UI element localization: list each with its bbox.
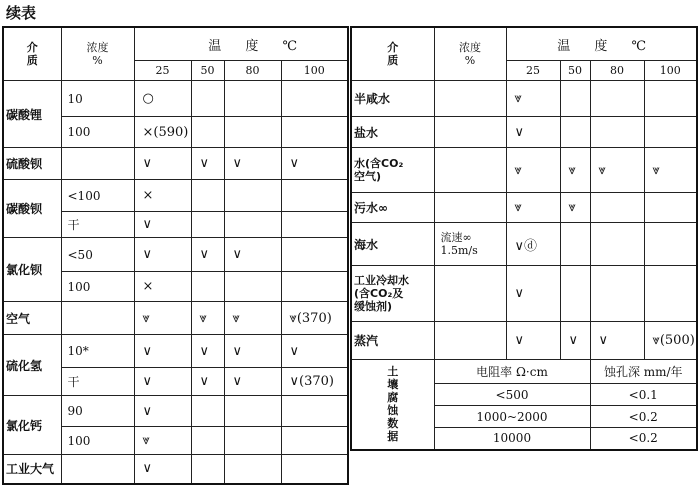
- rating-cell: [191, 180, 224, 212]
- text-line: 1.5m/s: [440, 244, 478, 257]
- rating-cell: ⩔: [134, 427, 191, 455]
- rating-cell: [224, 212, 281, 238]
- concentration-cell: [61, 302, 134, 335]
- right-table: [350, 26, 698, 451]
- text-line: 流速∞: [440, 231, 472, 244]
- table-row: [3, 180, 348, 212]
- rating-cell: ∨: [134, 238, 191, 272]
- medium-header: [3, 27, 61, 81]
- concentration-cell: 100: [61, 272, 134, 302]
- table-row: [3, 81, 348, 117]
- soil-label: [351, 360, 434, 450]
- concentration-cell: [434, 193, 506, 223]
- text-line: 介: [387, 41, 399, 54]
- rating-cell: ⩔(370): [281, 302, 348, 335]
- rating-cell: ∨: [134, 368, 191, 396]
- rating-cell: ∨: [191, 238, 224, 272]
- rating-cell: [281, 272, 348, 302]
- concentration-cell: [434, 81, 506, 117]
- text-line: 壤: [387, 378, 399, 392]
- concentration-cell: 100: [61, 117, 134, 148]
- rating-cell: [224, 455, 281, 484]
- rating-cell: [281, 212, 348, 238]
- rating-cell: [560, 81, 590, 117]
- text-line: %: [92, 54, 103, 67]
- concentration-cell: <50: [61, 238, 134, 272]
- medium-cell: 盐水: [351, 117, 434, 148]
- rating-cell: [224, 427, 281, 455]
- rating-cell: [560, 117, 590, 148]
- concentration-header: [434, 27, 506, 81]
- medium-cell: 空气: [3, 302, 61, 335]
- medium-cell: 氯化钙: [3, 396, 61, 455]
- rating-cell: ⩔: [644, 148, 697, 193]
- temp-80-header: 80: [590, 61, 644, 81]
- text-line: 质: [387, 54, 399, 67]
- left-table: [2, 26, 349, 485]
- rating-cell: ∨: [224, 148, 281, 180]
- rating-cell: ∨: [134, 396, 191, 427]
- rating-cell: ⩔: [590, 148, 644, 193]
- concentration-cell: <100: [61, 180, 134, 212]
- concentration-cell: [434, 322, 506, 360]
- rating-cell: [224, 81, 281, 117]
- rating-cell: ∨: [506, 117, 560, 148]
- table-row: [351, 223, 697, 266]
- pitting-value: <0.1: [590, 384, 697, 406]
- rating-cell: [281, 396, 348, 427]
- rating-cell: [224, 272, 281, 302]
- rating-cell: [590, 81, 644, 117]
- header-row: [3, 27, 348, 61]
- concentration-cell: 干: [61, 212, 134, 238]
- rating-cell: [224, 180, 281, 212]
- header-row: [351, 27, 697, 61]
- temp-25-header: 25: [506, 61, 560, 81]
- concentration-cell: [434, 148, 506, 193]
- medium-cell: 碳酸锂: [3, 81, 61, 148]
- rating-cell: ∨: [191, 335, 224, 368]
- temp-100-header: 100: [644, 61, 697, 81]
- page-title: 续表: [6, 4, 37, 22]
- rating-cell: [281, 117, 348, 148]
- rating-cell: [191, 455, 224, 484]
- table-row: [3, 302, 348, 335]
- rating-cell: ∨: [134, 335, 191, 368]
- rating-cell: [191, 212, 224, 238]
- rating-cell: [191, 272, 224, 302]
- rating-cell: ∨: [191, 148, 224, 180]
- rating-cell: [644, 117, 697, 148]
- rating-cell: ⩔: [506, 81, 560, 117]
- rating-cell: [281, 427, 348, 455]
- text-line: 水(含CO₂: [354, 157, 404, 170]
- rating-cell: ∨: [506, 266, 560, 322]
- table-row: [3, 148, 348, 180]
- resistivity-value: 1000~2000: [434, 406, 590, 428]
- concentration-header: [61, 27, 134, 81]
- rating-cell: ∨(370): [281, 368, 348, 396]
- text-line: 工业冷却水: [354, 274, 409, 287]
- text-line: 蚀: [387, 404, 399, 418]
- medium-cell: 氯化钡: [3, 238, 61, 302]
- rating-cell: ⩔: [224, 302, 281, 335]
- rating-cell: ⩔: [560, 193, 590, 223]
- rating-cell: [281, 455, 348, 484]
- soil-header-row: [351, 360, 697, 384]
- concentration-cell: 10*: [61, 335, 134, 368]
- rating-cell: ×: [134, 180, 191, 212]
- rating-cell: [644, 193, 697, 223]
- rating-cell: [224, 396, 281, 427]
- rating-cell: ∨: [506, 322, 560, 360]
- concentration-cell: [434, 117, 506, 148]
- pitting-value: <0.2: [590, 428, 697, 450]
- rating-cell: [224, 117, 281, 148]
- concentration-cell: 90: [61, 396, 134, 427]
- table-row: [3, 455, 348, 484]
- rating-cell: ∨: [224, 238, 281, 272]
- concentration-cell: 100: [61, 427, 134, 455]
- temp-100-header: 100: [281, 61, 348, 81]
- concentration-cell: [61, 148, 134, 180]
- temperature-header: 温 度 ℃: [506, 27, 697, 61]
- rating-cell: [590, 223, 644, 266]
- concentration-cell: [434, 266, 506, 322]
- concentration-cell: [434, 223, 506, 266]
- rating-cell: [281, 238, 348, 272]
- rating-cell: ∨: [560, 322, 590, 360]
- text-line: 浓度: [86, 41, 109, 54]
- text-line: 浓度: [459, 41, 481, 54]
- rating-cell: ∨: [281, 335, 348, 368]
- resistivity-value: <500: [434, 384, 590, 406]
- table-row: [351, 322, 697, 360]
- rating-cell: ∨: [281, 148, 348, 180]
- medium-cell: 半咸水: [351, 81, 434, 117]
- text-line: %: [464, 54, 476, 67]
- rating-cell: ∨: [224, 335, 281, 368]
- rating-cell: ⩔: [560, 148, 590, 193]
- medium-cell: 蒸汽: [351, 322, 434, 360]
- pitting-header: 蚀孔深 mm/年: [590, 360, 697, 384]
- medium-cell: 污水∞: [351, 193, 434, 223]
- rating-cell: [644, 223, 697, 266]
- medium-cell: 工业大气: [3, 455, 61, 484]
- text-line: 数: [387, 417, 399, 431]
- rating-cell: ∨: [224, 368, 281, 396]
- rating-cell: ⩔: [134, 302, 191, 335]
- rating-cell: [560, 223, 590, 266]
- rating-cell: ∨: [134, 455, 191, 484]
- rating-cell: ○: [134, 81, 191, 117]
- text-line: 土: [387, 365, 399, 379]
- rating-cell: [590, 193, 644, 223]
- rating-cell: ×: [134, 272, 191, 302]
- table-row: [351, 117, 697, 148]
- table-row: [3, 335, 348, 368]
- table-row: [351, 266, 697, 322]
- rating-cell: ⩔: [191, 302, 224, 335]
- text-line: 据: [387, 430, 399, 444]
- resistivity-value: 10000: [434, 428, 590, 450]
- table-row: [351, 81, 697, 117]
- rating-cell: ∨: [590, 322, 644, 360]
- medium-cell: 海水: [351, 223, 434, 266]
- concentration-cell: 干: [61, 368, 134, 396]
- rating-cell: ⩔: [506, 148, 560, 193]
- text-line: (含CO₂及: [354, 287, 404, 300]
- rating-cell: [644, 266, 697, 322]
- text-line: 空气): [354, 170, 382, 183]
- rating-cell: [590, 266, 644, 322]
- rating-cell: ∨: [191, 368, 224, 396]
- text-line: 质: [26, 54, 38, 67]
- rating-cell: [191, 396, 224, 427]
- rating-cell: [281, 81, 348, 117]
- rating-cell: ⩔: [506, 193, 560, 223]
- medium-cell: 硫酸钡: [3, 148, 61, 180]
- concentration-cell: [61, 455, 134, 484]
- table-row: [351, 193, 697, 223]
- text-line: 介: [26, 41, 38, 54]
- text-line: 缓蚀剂): [354, 300, 393, 313]
- temp-80-header: 80: [224, 61, 281, 81]
- text-line: 腐: [387, 391, 399, 405]
- medium-cell: [351, 148, 434, 193]
- rating-cell: [281, 180, 348, 212]
- rating-cell: [191, 427, 224, 455]
- rating-cell: [560, 266, 590, 322]
- rating-cell: [191, 81, 224, 117]
- temp-50-header: 50: [191, 61, 224, 81]
- medium-header: [351, 27, 434, 81]
- temp-25-header: 25: [134, 61, 191, 81]
- table-row: [351, 148, 697, 193]
- medium-cell: 碳酸钡: [3, 180, 61, 238]
- medium-cell: [351, 266, 434, 322]
- rating-cell: [191, 117, 224, 148]
- rating-cell: ⩔(500): [644, 322, 697, 360]
- rating-cell: ∨ⓓ: [506, 223, 560, 266]
- resistivity-header: 电阻率 Ω·cm: [434, 360, 590, 384]
- concentration-cell: 10: [61, 81, 134, 117]
- temp-50-header: 50: [560, 61, 590, 81]
- rating-cell: ×(590): [134, 117, 191, 148]
- rating-cell: ∨: [134, 148, 191, 180]
- temperature-header: 温 度 ℃: [134, 27, 348, 61]
- rating-cell: [644, 81, 697, 117]
- rating-cell: [590, 117, 644, 148]
- rating-cell: ∨: [134, 212, 191, 238]
- medium-cell: 硫化氢: [3, 335, 61, 396]
- table-row: [3, 396, 348, 427]
- table-row: [3, 238, 348, 272]
- pitting-value: <0.2: [590, 406, 697, 428]
